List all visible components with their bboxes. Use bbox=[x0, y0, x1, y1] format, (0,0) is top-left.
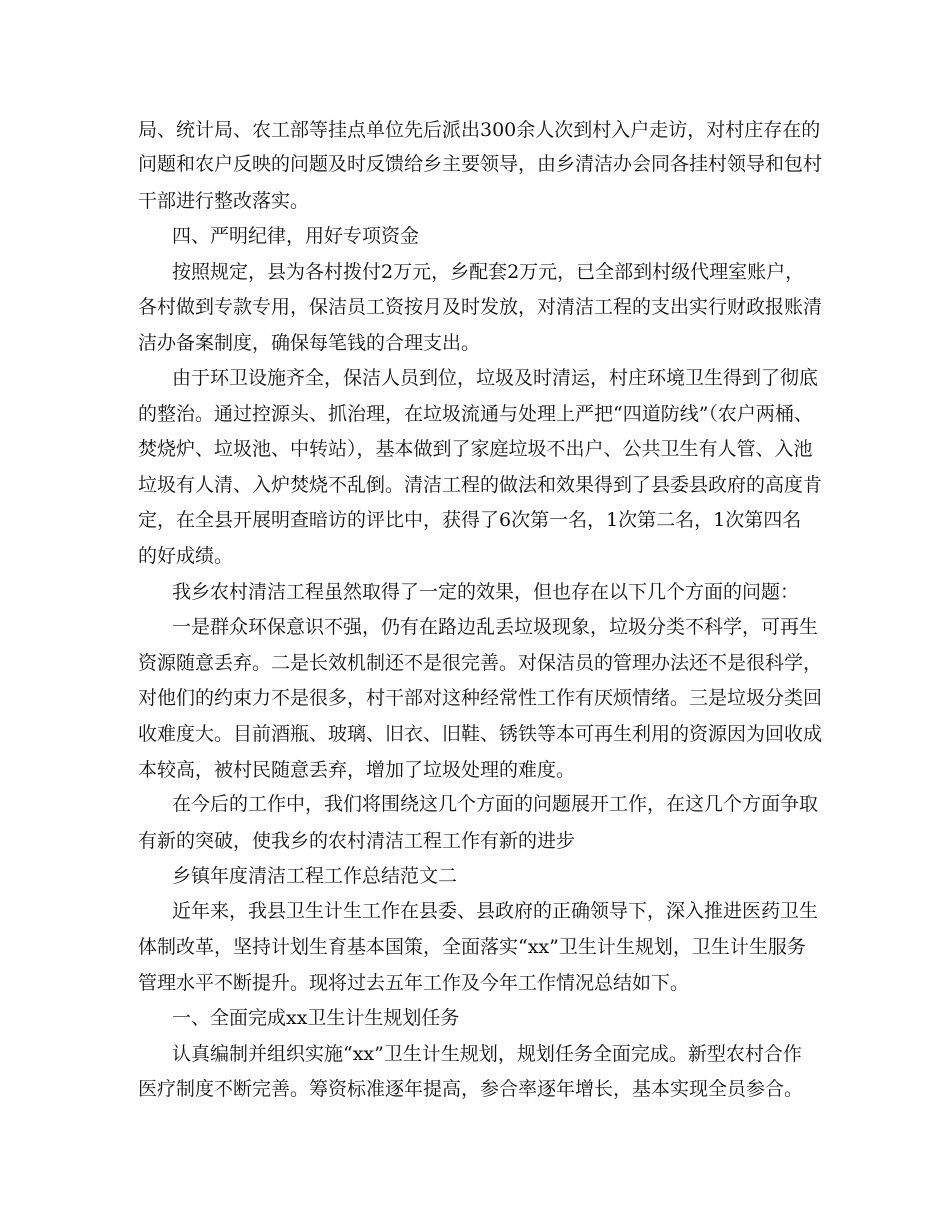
text-line: 收难度大。目前酒瓶、玻璃、旧衣、旧鞋、锈铁等本可再生利用的资源因为回收成 bbox=[138, 723, 823, 745]
text-line: 资源随意丢弃。二是长效机制还不是很完善。对保洁员的管理办法还不是很科学， bbox=[138, 652, 823, 674]
text-line: 乡镇年度清洁工程工作总结范文二 bbox=[172, 865, 458, 887]
text-line: 医疗制度不断完善。筹资标准逐年提高，参合率逐年增长，基本实现全员参合。 bbox=[138, 1078, 804, 1100]
text-line: 对他们的约束力不是很多，村干部对这种经常性工作有厌烦情绪。三是垃圾分类回 bbox=[138, 687, 823, 709]
text-line: 干部进行整改落实。 bbox=[138, 190, 310, 212]
text-line: 我乡农村清洁工程虽然取得了一定的效果，但也存在以下几个方面的问题： bbox=[172, 581, 800, 603]
text-line: 体制改革，坚持计划生育基本国策，全面落实“xx”卫生计生规划，卫生计生服务 bbox=[138, 936, 806, 958]
text-line: 定，在全县开展明查暗访的评比中，获得了6次第一名，1次第二名，1次第四名 bbox=[138, 509, 802, 531]
text-line: 各村做到专款专用，保洁员工资按月及时发放，对清洁工程的支出实行财政报账清 bbox=[138, 296, 823, 318]
text-line: 四、严明纪律，用好专项资金 bbox=[172, 225, 420, 247]
text-line: 洁办备案制度，确保每笔钱的合理支出。 bbox=[138, 332, 481, 354]
text-line: 问题和农户反映的问题及时反馈给乡主要领导，由乡清洁办会同各挂村领导和包村 bbox=[138, 153, 823, 175]
text-line: 本较高，被村民随意丢弃，增加了垃圾处理的难度。 bbox=[138, 759, 576, 781]
text-line: 在今后的工作中，我们将围绕这几个方面的问题展开工作，在这几个方面争取 bbox=[172, 793, 819, 815]
text-line: 一是群众环保意识不强，仍有在路边乱丢垃圾现象，垃圾分类不科学，可再生 bbox=[172, 616, 819, 638]
text-line: 按照规定，县为各村拨付2万元，乡配套2万元，已全部到村级代理室账户， bbox=[172, 261, 805, 283]
text-line: 一、全面完成xx卫生计生规划任务 bbox=[172, 1007, 460, 1029]
text-line: 有新的突破，使我乡的农村清洁工程工作有新的进步 bbox=[138, 830, 576, 852]
text-line: 近年来，我县卫生计生工作在县委、县政府的正确领导下，深入推进医药卫生 bbox=[172, 900, 819, 922]
text-line: 认真编制并组织实施“xx”卫生计生规划，规划任务全面完成。新型农村合作 bbox=[172, 1043, 802, 1065]
text-line: 局、统计局、农工部等挂点单位先后派出300余人次到村入户走访，对村庄存在的 bbox=[138, 119, 821, 141]
text-line: 的好成绩。 bbox=[138, 545, 234, 567]
text-line: 焚烧炉、垃圾池、中转站），基本做到了家庭垃圾不出户、公共卫生有人管、入池 bbox=[138, 438, 813, 460]
text-line: 垃圾有人清、入炉焚烧不乱倒。清洁工程的做法和效果得到了县委县政府的高度肯 bbox=[138, 474, 823, 496]
text-line: 管理水平不断提升。现将过去五年工作及今年工作情况总结如下。 bbox=[138, 972, 690, 994]
text-line: 由于环卫设施齐全，保洁人员到位，垃圾及时清运，村庄环境卫生得到了彻底 bbox=[172, 367, 819, 389]
text-line: 的整治。通过控源头、抓治理，在垃圾流通与处理上严把“四道防线”（农户两桶、 bbox=[138, 403, 813, 425]
